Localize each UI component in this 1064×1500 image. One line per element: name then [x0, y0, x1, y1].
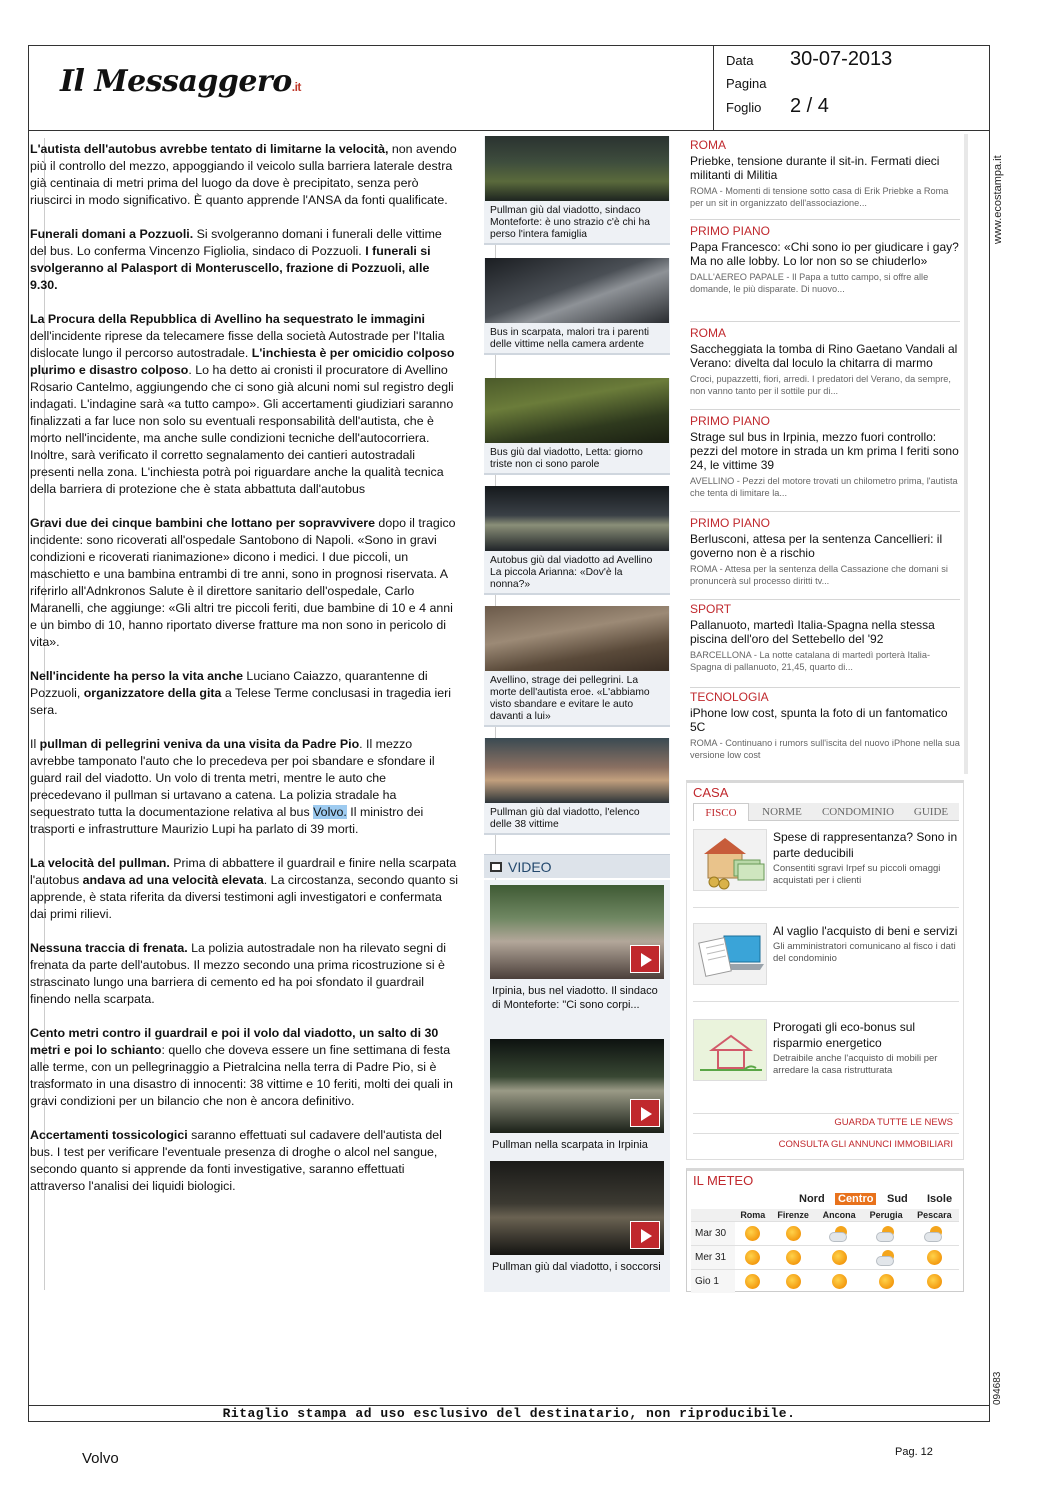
- video-section-header: [484, 854, 670, 878]
- video-caption[interactable]: Pullman nella scarpata in Irpinia: [492, 1139, 648, 1151]
- news-photo: [485, 486, 669, 551]
- photo-caption[interactable]: Avellino, strage dei pellegrini. La morte dell'autista eroe. «L'abbiamo visto sbandare e evitare le auto davanti a lui»: [490, 675, 650, 722]
- newspaper-logo: Il Messaggero.it: [60, 64, 301, 99]
- article-paragraph: Nessuna traccia di frenata. La polizia autostradale non ha rilevato segni di frenata da parte dell'autobus. Il mezzo secondo una prima ricostruzione si è strascinato lungo una barriera di cemento ed ha poi sfondato il guardrail finendo nella scarpata.: [30, 941, 447, 1006]
- forecast-table: [691, 1209, 959, 1293]
- brand-word: Volvo: [82, 1450, 119, 1467]
- sun-icon: [745, 1250, 760, 1265]
- casa-item-summary: Gli amministratori comunicano al fisco i dati del condominio: [773, 941, 956, 964]
- news-item[interactable]: [690, 516, 960, 600]
- casa-tabs: [693, 803, 959, 821]
- article-paragraph: Il pullman di pellegrini veniva da una visita da Padre Pio. Il mezzo avrebbe tamponato l'auto che lo precedeva per poi sbandare e sfondare il guard rail del viadotto. Un volo di trenta metri, mentre le auto che precedevano il pullman si urtavano a catena. La polizia stradale ha sequestrato tutta la documentazione relativa al bus Volvo. Il ministro dei trasporti e infrastrutture Maurizio Lupi ha parlato di 39 morti.: [30, 737, 435, 836]
- forecast-day: Gio 1: [691, 1269, 735, 1293]
- tab-guide[interactable]: GUIDE: [913, 806, 949, 818]
- photo-tile[interactable]: [484, 136, 670, 245]
- photo-caption[interactable]: Pullman giù dal viadotto, sindaco Monteforte: è uno strazio c'è chi ha perso l'intera famiglia: [490, 205, 650, 240]
- photo-tile[interactable]: [484, 378, 670, 475]
- city-header: Ancona: [816, 1209, 863, 1221]
- laptop-document-icon: [693, 923, 767, 985]
- news-summary: BARCELLONA - La notte catalana di martedì porterà Italia-Spagna di pallanuoto, 21,45, quarto di...: [690, 650, 931, 672]
- meteo-label: IL METEO: [693, 1173, 754, 1188]
- video-label: VIDEO: [508, 859, 552, 875]
- news-item[interactable]: [690, 224, 960, 322]
- photo-tile[interactable]: [484, 486, 670, 595]
- news-item[interactable]: [690, 326, 960, 410]
- article-paragraph: Gravi due dei cinque bambini che lottano per sopravvivere dopo il tragico incidente: sono ricoverati all'ospedale Santobono di Napoli. «Sono in gravi condizioni e ricoverati rianimazione» dicono i medici. I due piccoli, un maschietto e una bambina entrambi di tre anni, sono in prognosi riservata. A riferirlo all'Adnkronos Salute è il direttore sanitario dell'ospedale, Carlo Maranelli, che aggiunge: «Gli altri tre piccoli feriti, due bambine di 10 e 4 anni e un bimbo di 10, hanno riportato diverse fratture ma non sono in pericolo di vita».: [30, 516, 456, 649]
- news-title[interactable]: Priebke, tensione durante il sit-in. Fermati dieci militanti di Militia: [690, 154, 940, 182]
- news-category[interactable]: SPORT: [690, 602, 732, 616]
- article-paragraph: Accertamenti tossicologici saranno effettuati sul cadavere dell'autista del bus. I test per verificare l'eventuale presenza di droghe o alcol nel sangue, secondo quanto si apprende da fonti investigative, saranno effettuati attraverso l'analisi dei liquidi biologici.: [30, 1128, 442, 1193]
- data-label: Data: [726, 53, 754, 68]
- partly-cloudy-icon: [829, 1226, 849, 1241]
- divider: [693, 1133, 959, 1134]
- photo-caption[interactable]: Bus giù dal viadotto, Letta: giorno triste non ci sono parole: [490, 447, 643, 470]
- news-category[interactable]: ROMA: [690, 138, 726, 152]
- photo-tile[interactable]: [484, 258, 670, 355]
- video-icon: [490, 862, 502, 872]
- play-icon[interactable]: [630, 945, 660, 973]
- forecast-row: [691, 1269, 959, 1293]
- footer-note: Ritaglio stampa ad uso esclusivo del destinatario, non riproducibile.: [222, 1406, 796, 1421]
- article-paragraph: La Procura della Repubblica di Avellino ha sequestrato le immagini dell'incidente riprese da telecamere fisse della società Autostrade per l'Italia dislocate lungo il percorso autostradale. L'inchiesta è per omicidio colposo plurimo e disastro colposo. Lo ha detto ai cronisti il procuratore di Avellino Rosario Cantelmo, aggiungendo che ci sono già alcuni nomi sul registro degli indagati. L'indagine sarà «a tutto campo». Gli accertamenti giudiziari saranno finalizzati a far luce non solo su eventuali responsabilità dell'autista, che è morto nell'incidente, ma anche sulle condizioni tecniche dell'autocorriera. Inoltre, sarà verificato il corretto segnalamento dei cantieri autostradali presenti nella zona. L'inchiesta potrà poi riguardare anche la qualità tecnica della barriera di protezione che è stata abbattuta dall'autobus: [30, 312, 455, 496]
- casa-label: CASA: [693, 785, 729, 800]
- all-news-link[interactable]: GUARDA TUTTE LE NEWS: [834, 1117, 953, 1128]
- partly-cloudy-icon: [876, 1250, 896, 1265]
- eco-house-icon: [693, 1019, 767, 1081]
- photo-caption[interactable]: Autobus giù dal viadotto ad Avellino La piccola Arianna: «Dov'è la nonna?»: [490, 555, 653, 590]
- video-thumbnail[interactable]: [490, 885, 664, 979]
- side-code: 094683: [992, 1371, 1003, 1405]
- photo-tile[interactable]: [484, 606, 670, 727]
- divider: [693, 1113, 959, 1114]
- article-paragraph: L'autista dell'autobus avrebbe tentato di limitarne la velocità, non avendo più il controllo del mezzo, appoggiando il veicolo sulla barriera laterale destra già centinaia di metri prima del luogo da dove è precipitato, senza però riuscirci in modo significativo. È quanto apprende l'ANSA da fonti qualificate.: [30, 142, 457, 207]
- news-item[interactable]: [690, 138, 960, 220]
- video-caption[interactable]: Pullman giù dal viadotto, i soccorsi: [492, 1261, 661, 1273]
- article-body: [30, 141, 460, 1212]
- video-tile[interactable]: [484, 1156, 670, 1292]
- forecast-row: [691, 1245, 959, 1269]
- city-header: Perugia: [863, 1209, 910, 1221]
- news-photo: [485, 258, 669, 323]
- divider: [693, 907, 959, 908]
- sun-icon: [832, 1250, 847, 1265]
- article-paragraph: Funerali domani a Pozzuoli. Si svolgeranno domani i funerali delle vittime del bus. Lo conferma Vincenzo Figliolia, sindaco di Pozzuoli. I funerali si svolgeranno al Palasport di Monteruscello, frazione di Pozzuoli, alle 9.30.: [30, 227, 442, 292]
- news-category[interactable]: PRIMO PIANO: [690, 224, 771, 238]
- casa-item-title[interactable]: Spese di rappresentanza? Sono in parte deducibili: [773, 830, 958, 860]
- news-summary: DALL'AEREO PAPALE - Il Papa a tutto campo, si offre alle domande, le più disparate. Di nuovo...: [690, 272, 929, 294]
- news-summary: Croci, pupazzetti, fiori, arredi. I predatori del Verano, da sempre, non vanno tanto per il sottile pur di...: [690, 374, 951, 396]
- tab-norme[interactable]: NORME: [762, 806, 802, 818]
- news-title[interactable]: Strage sul bus in Irpinia, mezzo fuori controllo: pezzi del motore in strada un km prima I feriti sono 24, le vittime 39: [690, 430, 959, 472]
- region-nord[interactable]: Nord: [799, 1193, 825, 1205]
- casa-widget: [686, 780, 964, 1160]
- highlighted-brand: Volvo.: [313, 805, 347, 819]
- news-category[interactable]: TECNOLOGIA: [690, 690, 769, 704]
- news-summary: ROMA - Continuano i rumors sull'iscita del nuovo iPhone nella sua versione low cost: [690, 738, 960, 760]
- tab-condominio[interactable]: CONDOMINIO: [821, 806, 895, 818]
- news-photo: [485, 136, 669, 201]
- money-house-icon: [693, 829, 767, 891]
- news-item[interactable]: [690, 690, 960, 774]
- article-paragraph: Nell'incidente ha perso la vita anche Luciano Caiazzo, quarantenne di Pozzuoli, organizzatore della gita a Telese Terme conclusasi in tragedia ieri sera.: [30, 669, 452, 717]
- city-header: Roma: [735, 1209, 771, 1221]
- region-sud[interactable]: Sud: [887, 1193, 908, 1205]
- page-number: Pag. 12: [895, 1446, 933, 1458]
- forecast-day: Mer 31: [691, 1245, 735, 1269]
- video-caption[interactable]: Irpinia, bus nel viadotto. Il sindaco di Monteforte: "Ci sono corpi...: [492, 985, 658, 1011]
- pagina-label: Pagina: [726, 76, 767, 91]
- news-summary: AVELLINO - Pezzi del motore trovati un chilometro prima, l'autista che tenta di limitare la...: [690, 476, 958, 498]
- sun-icon: [786, 1226, 801, 1241]
- city-header: Pescara: [910, 1209, 959, 1221]
- sun-icon: [927, 1274, 942, 1289]
- news-title[interactable]: Saccheggiata la tomba di Rino Gaetano Vandali al Verano: divelta dal loculo la chitarra di marmo: [690, 342, 958, 370]
- partly-cloudy-icon: [924, 1226, 944, 1241]
- meteo-widget: [686, 1168, 964, 1292]
- sun-icon: [786, 1274, 801, 1289]
- partly-cloudy-icon: [876, 1226, 896, 1241]
- sun-icon: [745, 1274, 760, 1289]
- region-centro[interactable]: Centro: [835, 1193, 876, 1205]
- news-title[interactable]: Berlusconi, attesa per la sentenza Cancellieri: il governo non è a rischio: [690, 532, 943, 560]
- casa-item-title[interactable]: Al vaglio l'acquisto di beni e servizi: [773, 924, 958, 938]
- foglio-value: 2 / 4: [790, 95, 829, 117]
- sun-icon: [879, 1274, 894, 1289]
- sun-icon: [927, 1250, 942, 1265]
- article-paragraph: Cento metri contro il guardrail e poi il volo dal viadotto, un salto di 30 metri e poi lo schianto: quello che doveva essere un fine settimana di festa alle terme, con un pellegrinaggio a Pietralcina nella terra di Padre Pio, si è trasformato in una disastro di innocenti: 38 vittime e 10 feriti, molti dei quali in gravi condizioni per un bilancio che non è ancora definitivo.: [30, 1026, 453, 1108]
- news-item[interactable]: [690, 602, 960, 688]
- sun-icon: [832, 1274, 847, 1289]
- casa-item-summary: Consentiti sgravi Irpef su piccoli omaggi acquistati per i clienti: [773, 863, 941, 886]
- news-photo: [485, 606, 669, 671]
- news-category[interactable]: ROMA: [690, 326, 726, 340]
- casa-item-title[interactable]: Prorogati gli eco-bonus sul risparmio energetico: [773, 1020, 916, 1050]
- video-thumbnail[interactable]: [490, 1161, 664, 1255]
- casa-item-summary: Detraibile anche l'acquisto di mobili per arredare la casa ristrutturata: [773, 1053, 938, 1076]
- forecast-row: [691, 1221, 959, 1245]
- header-divider: [28, 130, 990, 131]
- play-icon[interactable]: [630, 1221, 660, 1249]
- news-title[interactable]: Papa Francesco: «Chi sono io per giudicare i gay? Ma no alle lobby. Lo lor non so se chiuderlo»: [690, 240, 959, 268]
- article-paragraph: La velocità del pullman. Prima di abbattere il guardrail e finire nella scarpata l'autobus andava ad una velocità elevata. La circostanza, secondo quanto si apprende, è stata riferita da diversi testimoni agli investigatori e confermata dai primi rilievi.: [30, 856, 459, 921]
- video-tile[interactable]: [484, 880, 670, 1034]
- photo-tile[interactable]: [484, 738, 670, 835]
- foglio-label: Foglio: [726, 100, 762, 115]
- video-tile[interactable]: [484, 1034, 670, 1160]
- news-summary: ROMA - Attesa per la sentenza della Cassazione che domani si pronuncerà sul processo diritti tv...: [690, 564, 948, 586]
- casa-item[interactable]: [693, 923, 959, 993]
- news-item[interactable]: [690, 414, 960, 512]
- real-estate-link[interactable]: CONSULTA GLI ANNUNCI IMMOBILIARI: [778, 1139, 953, 1150]
- side-url: www.ecostampa.it: [992, 155, 1004, 245]
- news-photo: [485, 378, 669, 443]
- photo-caption[interactable]: Pullman giù dal viadotto, l'elenco delle 38 vittime: [490, 807, 640, 830]
- news-category[interactable]: PRIMO PIANO: [690, 516, 771, 530]
- news-photo: [485, 738, 669, 803]
- news-summary: ROMA - Momenti di tensione sotto casa di Erik Priebke a Roma per un sit in organizzato dell'associazione...: [690, 186, 949, 208]
- photo-caption[interactable]: Bus in scarpata, malori tra i parenti delle vittime nella camera ardente: [490, 327, 650, 350]
- tab-fisco[interactable]: FISCO: [693, 803, 749, 821]
- column-shadow: [964, 134, 968, 774]
- play-icon[interactable]: [630, 1099, 660, 1127]
- region-isole[interactable]: Isole: [927, 1193, 953, 1205]
- news-title[interactable]: iPhone low cost, spunta la foto di un fantomatico 5C: [690, 706, 948, 734]
- forecast-day: Mar 30: [691, 1221, 735, 1245]
- news-title[interactable]: Pallanuoto, martedì Italia-Spagna nella stessa piscina dell'oro del Settebello del '92: [690, 618, 935, 646]
- casa-item[interactable]: [693, 829, 959, 899]
- divider: [693, 1001, 959, 1002]
- sun-icon: [786, 1250, 801, 1265]
- data-value: 30-07-2013: [790, 48, 893, 70]
- casa-item[interactable]: [693, 1019, 959, 1089]
- city-header: Firenze: [771, 1209, 816, 1221]
- header-split: [713, 45, 714, 131]
- news-category[interactable]: PRIMO PIANO: [690, 414, 771, 428]
- sun-icon: [745, 1226, 760, 1241]
- video-thumbnail[interactable]: [490, 1039, 664, 1133]
